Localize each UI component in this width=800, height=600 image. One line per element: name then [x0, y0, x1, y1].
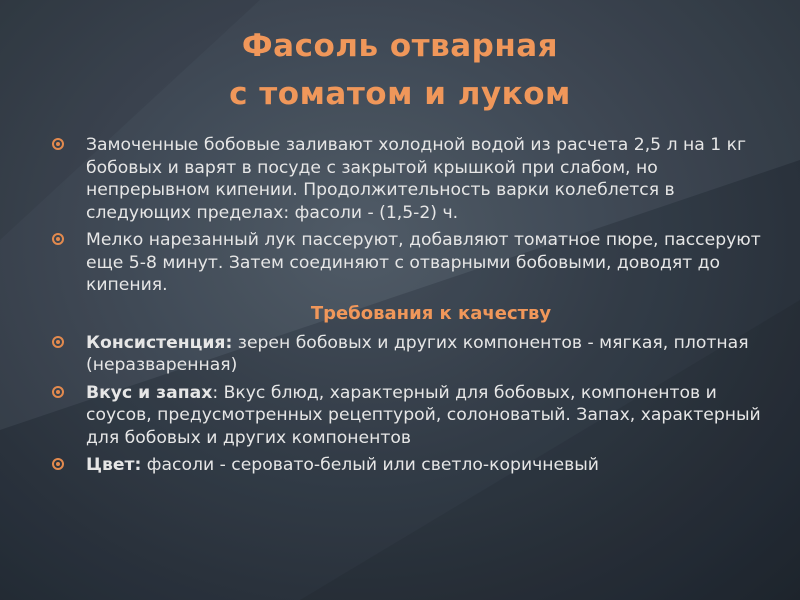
quality-text: фасоли - серовато-белый или светло-коричневый: [141, 455, 599, 475]
circle-bullet-icon: [52, 138, 64, 150]
circle-bullet-icon: [52, 336, 64, 348]
circle-bullet-icon: [52, 233, 64, 245]
quality-text: зерен бобовых и других компонентов - мягкая, плотная (неразваренная): [86, 332, 749, 375]
circle-bullet-icon: [52, 386, 64, 398]
list-item: [46, 382, 776, 450]
slide-title: [0, 22, 800, 118]
quality-text: : Вкус блюд, характерный для бобовых, компонентов и соусов, предусмотренных рецептурой, солоноватый. Запах, характерный для бобовых и других компонентов: [86, 382, 761, 448]
title-line-1: Фасоль отварная: [241, 28, 559, 64]
quality-label: Вкус и запах: [86, 382, 213, 403]
quality-subheading: Требования к качеству: [310, 302, 552, 324]
title-line-2: с томатом и луком: [229, 76, 571, 112]
paragraph-text: Мелко нарезанный лук пассеруют, добавляют томатное пюре, пассеруют еще 5-8 минут. Затем соединяют с отварными бобовыми, доводят до кипения.: [86, 230, 761, 295]
slide-content: [46, 134, 776, 482]
list-item: [46, 229, 776, 297]
list-item: [46, 134, 776, 224]
list-item: [46, 332, 776, 377]
paragraph-text: Замоченные бобовые заливают холодной водой из расчета 2,5 л на 1 кг бобовых и варят в посуде с закрытой крышкой при слабом, но непрерывном кипении. Продолжительность варки колеблется в следующих пределах: фасоли - (1,5-2) ч.: [86, 135, 747, 223]
quality-label: Цвет:: [86, 455, 142, 475]
circle-bullet-icon: [52, 458, 64, 470]
list-item: [46, 454, 776, 477]
quality-label: Консистенция:: [86, 332, 233, 353]
